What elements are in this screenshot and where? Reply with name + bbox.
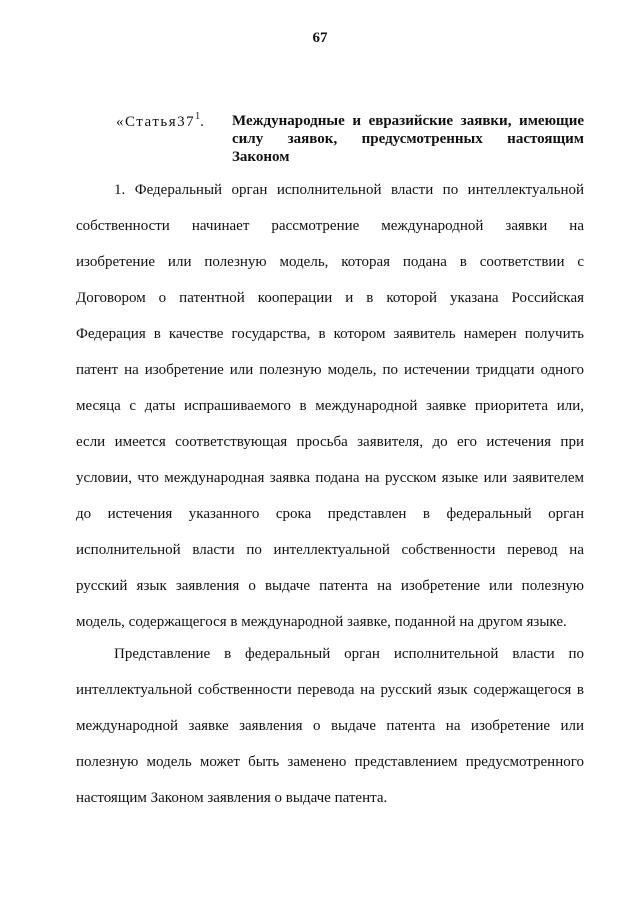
text-line: Федерация в качестве государства, в котором заявитель намерен получить — [76, 326, 584, 342]
text-line: 1. Федеральный орган исполнительной власти по интеллектуальной — [114, 182, 584, 198]
text-line: условии, что международная заявка подана на русском языке или заявителем — [76, 470, 584, 486]
page-number: 67 — [312, 30, 328, 46]
text-line: изобретение или полезную модель, которая подана в соответствии с — [76, 254, 584, 270]
text-line: Представление в федеральный орган исполнительной власти по — [114, 646, 584, 662]
text-line: патент на изобретение или полезную модель, по истечении тридцати одного — [76, 362, 584, 378]
text-line: полезную модель может быть заменено представлением предусмотренного — [76, 754, 584, 770]
text-line: модель, содержащегося в международной заявке, поданной на другом языке. — [76, 614, 567, 630]
text-line: до истечения указанного срока представлен в федеральный орган — [76, 506, 584, 522]
article-label — [116, 111, 206, 131]
text-line: международной заявке заявления о выдаче патента на изобретение или — [76, 718, 584, 734]
article-label-suffix: . — [200, 114, 206, 130]
article-title-line: силу заявок, предусмотренных настоящим — [232, 131, 584, 147]
text-line: Договором о патентной кооперации и в которой указана Российская — [76, 290, 584, 306]
article-title-line: Законом — [232, 149, 290, 165]
article-title — [232, 112, 584, 166]
text-line: собственности начинает рассмотрение международной заявки на — [76, 218, 584, 234]
article-title-line: Международные и евразийские заявки, имеющие — [232, 113, 584, 129]
paragraph-2 — [76, 645, 584, 825]
text-line: русский язык заявления о выдаче патента на изобретение или полезную — [76, 578, 584, 594]
article-label-text: «Статья37 — [116, 114, 196, 130]
text-line: интеллектуальной собственности перевода на русский язык содержащегося в — [76, 682, 584, 698]
text-line: исполнительной власти по интеллектуальной собственности перевод на — [76, 542, 584, 558]
text-line: настоящим Законом заявления о выдаче патента. — [76, 790, 388, 806]
text-line: месяца с даты испрашиваемого в международной заявке приоритета или, — [76, 398, 584, 414]
paragraph-1 — [76, 181, 584, 649]
text-line: если имеется соответствующая просьба заявителя, до его истечения при — [76, 434, 584, 450]
article-label-superscript: 1 — [195, 111, 201, 122]
